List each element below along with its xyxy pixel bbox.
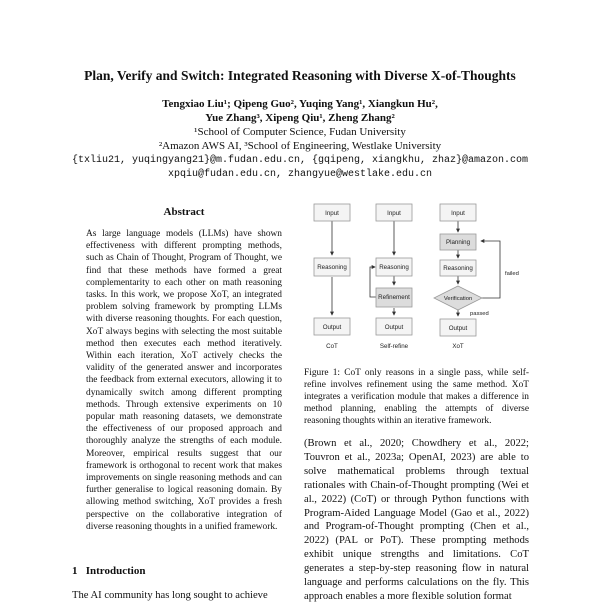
- email-line-2: xpqiu@fudan.edu.cn, zhangyue@westlake.edu.cn: [167, 169, 433, 180]
- affiliation-1: ¹School of Computer Science, Fudan University: [194, 126, 406, 138]
- xot-planning-label: Planning: [445, 239, 471, 246]
- affiliation-2: ²Amazon AWS AI, ³School of Engineering, Westlake University: [158, 140, 442, 152]
- cot-input-label: Input: [325, 210, 339, 217]
- right-column-text: (Brown et al., 2020; Chowdhery et al., 2022; Touvron et al., 2023a; OpenAI, 2023) are able to solve mathematical problems through textual rationales with Chain-of-Thought prompting (Wei et al., 2022) (CoT) or through Python functions with Program-Aided Language Model (Gao et al., 2022) and Program-of-Thought prompting (Chen et al., 2022) (PAL or PoT). These prompting methods exhibit unique strengths and limitations. CoT generates a step-by-step reasoning flow in natural language and performs calculations on the fly. This approach enables a more flexible solution format: [304, 438, 529, 602]
- cot-output-label: Output: [322, 324, 342, 331]
- cot-reasoning-label: Reasoning: [317, 264, 347, 271]
- xot-caption-label: XoT: [452, 343, 464, 350]
- xot-failed-loop: [481, 241, 500, 298]
- email-line-1: {txliu21, yuqingyang21}@m.fudan.edu.cn, {gqipeng, xiangkhu, zhaz}@amazon.com: [71, 155, 529, 166]
- xot-failed-label: failed: [505, 271, 519, 277]
- sr-reasoning-label: Reasoning: [379, 264, 409, 271]
- figure-1-caption: Figure 1: CoT only reasons in a single pass, while self-refine involves refinement using the same method. XoT integrates a verification module that makes a difference in method planning, enabling the attempts of diverse reasoning thoughts within an iterative framework.: [304, 368, 529, 426]
- figure-1-diagram: [304, 198, 529, 358]
- xot-output-label: Output: [448, 325, 468, 332]
- xot-input-label: Input: [451, 210, 465, 217]
- sr-input-label: Input: [387, 210, 401, 217]
- xot-reasoning-label: Reasoning: [443, 265, 473, 272]
- cot-caption-label: CoT: [326, 343, 338, 350]
- paper-title: Plan, Verify and Switch: Integrated Reasoning with Diverse X-of-Thoughts: [84, 68, 516, 83]
- abstract-heading: Abstract: [163, 206, 205, 218]
- sr-caption-label: Self-refine: [379, 343, 409, 350]
- sr-refinement-label: Refinement: [378, 294, 410, 301]
- abstract-text: As large language models (LLMs) have shown effectiveness with different prompting methods, such as Chain of Thought, Program of Thought, we find that these methods have formed a great complementarity to each other on math reasoning tasks. In this work, we propose XoT, an integrated problem solving framework by prompting LLMs with diverse reasoning thoughts. For each question, XoT always begins with selecting the most suitable method then executes each method iteratively. Within each iteration, XoT actively checks the validity of the generated answer and incorporates the feedback from external executors, allowing it to dynamically switch among different prompting methods. Through extensive experiments on 10 popular math reasoning datasets, we demonstrate the effectiveness of our proposed approach and thoroughly analyze the strengths of each module. Moreover, empirical results suggest that our framework is orthogonal to recent work that makes improvements on single reasoning methods and can further generalise to logical reasoning domain. By allowing method switching, XoT provides a fresh perspective on the collaborative integration of diverse reasoning thoughts in a unified framework.: [86, 229, 282, 532]
- sr-refine-loop: [370, 267, 376, 297]
- authors-line-1: Tengxiao Liu¹; Qipeng Guo², Yuqing Yang¹, Xiangkun Hu²,: [162, 98, 438, 110]
- authors-line-2: Yue Zhang³, Xipeng Qiu¹, Zheng Zhang²: [205, 112, 395, 124]
- sr-output-label: Output: [384, 324, 404, 331]
- xot-verification-label: Verification: [443, 296, 473, 302]
- section-heading-introduction: 1 Introduction: [72, 565, 146, 577]
- xot-passed-label: passed: [470, 311, 489, 317]
- intro-text: The AI community has long sought to achieve: [72, 590, 268, 601]
